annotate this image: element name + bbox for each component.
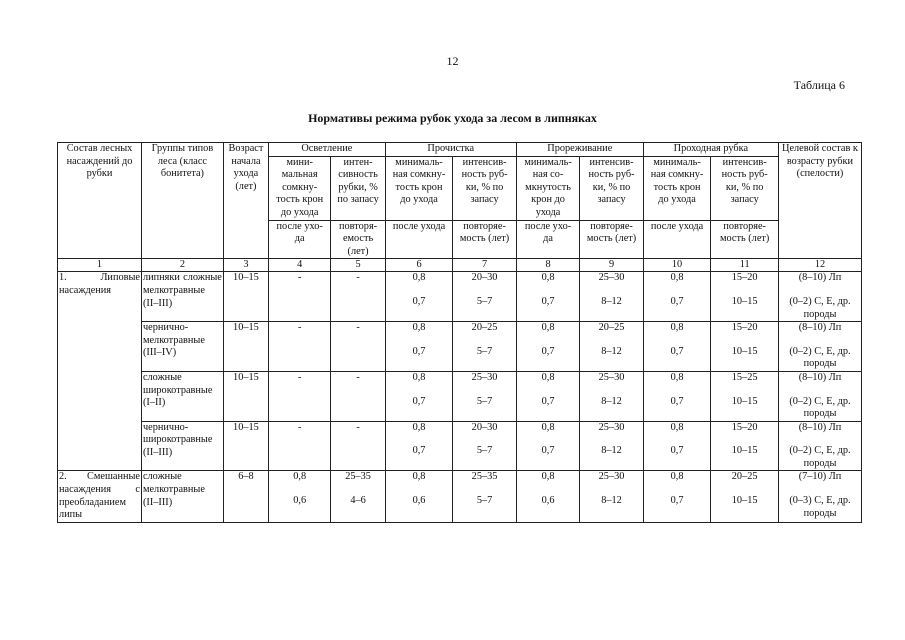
prz-density-cell-value: 0,8	[541, 371, 555, 383]
prh-intensity-cell-value: 15–20	[731, 322, 758, 334]
prz-intensity-cell-value: 25–30	[598, 421, 625, 433]
prz-intensity-cell-value: 8–12	[601, 395, 622, 407]
header-intensity-osv: интен- сивность рубки, % по запасу	[331, 156, 385, 220]
target-composition-cell-value: (0–2) С, Е, др. породы	[789, 445, 851, 469]
prz-density-cell-value: 0,8	[541, 421, 555, 433]
osv-density-cell-value: -	[297, 421, 302, 433]
header-min-density-prh: минималь- ная сомкну- тость крон до ухода	[643, 156, 711, 220]
pro-intensity-cell-value: 5–7	[476, 345, 493, 357]
column-number: 10	[643, 259, 711, 272]
pro-density-cell-value: 0,8	[412, 421, 426, 433]
column-number: 4	[268, 259, 330, 272]
table-row	[58, 371, 862, 421]
forest-type-cell-value: сложные мелкотравные (II–III)	[142, 471, 205, 508]
prz-density-cell	[516, 272, 579, 322]
norms-table	[57, 142, 862, 523]
column-number: 7	[453, 259, 516, 272]
pro-density-cell-value: 0,7	[412, 445, 426, 457]
pro-intensity-cell-value: 5–7	[476, 395, 493, 407]
prz-intensity-cell-value: 8–12	[601, 345, 622, 357]
prh-density-cell-value: 0,7	[670, 295, 684, 307]
prh-density-cell-value: 0,7	[670, 345, 684, 357]
pro-density-cell	[385, 471, 453, 522]
target-composition-cell-value: (8–10) Лп	[798, 421, 842, 433]
osv-intensity-cell-value: -	[356, 272, 360, 284]
prz-intensity-cell-value: 8–12	[601, 495, 622, 507]
prh-density-cell-value: 0,8	[670, 272, 684, 284]
osv-density-cell	[268, 322, 330, 372]
forest-type-cell	[141, 421, 223, 471]
pro-density-cell	[385, 272, 453, 322]
start-age-cell	[223, 272, 268, 322]
prz-intensity-cell-value: 25–30	[598, 371, 625, 383]
start-age-cell-value: 10–15	[233, 371, 259, 383]
prh-intensity-cell	[711, 421, 779, 471]
start-age-cell	[223, 322, 268, 372]
composition-cell-value: 1. Липовые насаждения	[59, 272, 140, 296]
pro-intensity-cell-value: 25–30	[471, 371, 498, 383]
prz-intensity-cell	[580, 421, 643, 471]
prh-intensity-cell-value: 10–15	[731, 295, 758, 307]
prh-intensity-cell-value: 10–15	[731, 445, 758, 457]
prh-density-cell	[643, 421, 711, 471]
prh-density-cell	[643, 471, 711, 522]
prh-density-cell-value: 0,7	[670, 445, 684, 457]
header-repeat-osv: повторя- емость (лет)	[331, 220, 385, 259]
pro-density-cell	[385, 421, 453, 471]
prh-intensity-cell-value: 15–20	[731, 272, 758, 284]
pro-intensity-cell	[453, 421, 516, 471]
column-number: 3	[223, 259, 268, 272]
column-number: 9	[580, 259, 643, 272]
header-min-density-prz: минималь- ная со- мкнутость крон до ухода	[516, 156, 579, 220]
start-age-cell-value: 10–15	[233, 272, 259, 284]
pro-intensity-cell-value: 20–30	[471, 421, 498, 433]
header-prorezhivanie: Прореживание	[516, 143, 643, 157]
start-age-cell-value: 6–8	[238, 471, 254, 483]
prh-density-cell-value: 0,8	[670, 421, 684, 433]
prz-density-cell-value: 0,8	[541, 471, 555, 483]
prz-intensity-cell	[580, 272, 643, 322]
prz-density-cell	[516, 471, 579, 522]
prz-density-cell-value: 0,7	[541, 395, 555, 407]
prz-density-cell-value: 0,7	[541, 295, 555, 307]
prz-intensity-cell-value: 8–12	[601, 445, 622, 457]
prh-intensity-cell-value: 10–15	[731, 345, 758, 357]
forest-type-cell-value: сложные широкотравные (I–II)	[142, 371, 213, 409]
header-intensity-prz: интенсив- ность руб- ки, % по запасу	[580, 156, 643, 220]
osv-intensity-cell	[331, 471, 385, 522]
header-repeat-pro: повторяе- мость (лет)	[453, 220, 516, 259]
pro-density-cell-value: 0,8	[412, 371, 426, 383]
osv-intensity-cell	[331, 322, 385, 372]
column-numbers-row	[58, 259, 862, 272]
osv-intensity-cell-value: -	[356, 371, 360, 383]
forest-type-cell	[141, 371, 223, 421]
column-number: 12	[778, 259, 861, 272]
prz-density-cell	[516, 322, 579, 372]
column-number: 6	[385, 259, 453, 272]
composition-cell	[58, 272, 142, 471]
prh-density-cell-value: 0,7	[670, 395, 684, 407]
header-after-prz: после ухо- да	[516, 220, 579, 259]
prh-density-cell	[643, 322, 711, 372]
start-age-cell	[223, 371, 268, 421]
osv-intensity-cell-value: 25–35	[345, 471, 371, 483]
start-age-cell-value: 10–15	[233, 421, 259, 433]
prz-density-cell-value: 0,6	[541, 495, 555, 507]
prz-intensity-cell-value: 25–30	[598, 471, 625, 483]
prh-density-cell	[643, 272, 711, 322]
prh-density-cell-value: 0,7	[670, 495, 684, 507]
column-number: 11	[711, 259, 779, 272]
prh-density-cell	[643, 371, 711, 421]
header-after-prh: после ухода	[643, 220, 711, 259]
osv-density-cell-value: -	[297, 272, 302, 284]
header-after-osv: после ухо- да	[268, 220, 330, 259]
target-composition-cell-value: (7–10) Лп	[798, 471, 842, 483]
column-number: 5	[331, 259, 385, 272]
table-label: Таблица 6	[793, 78, 845, 92]
forest-type-cell-value: чернично-мелкотравные (III–IV)	[142, 322, 205, 359]
pro-density-cell	[385, 371, 453, 421]
pro-intensity-cell-value: 20–25	[471, 322, 498, 334]
table-title: Нормативы режима рубок ухода за лесом в липняках	[308, 111, 597, 125]
prh-intensity-cell-value: 20–25	[731, 471, 758, 483]
table-row	[58, 471, 862, 522]
target-composition-cell	[778, 322, 861, 372]
column-number: 1	[58, 259, 142, 272]
forest-type-cell	[141, 322, 223, 372]
osv-density-cell	[268, 471, 330, 522]
header-forest-type: Группы типов леса (класс бонитета)	[141, 143, 223, 259]
osv-intensity-cell-value: -	[356, 421, 360, 433]
prh-intensity-cell	[711, 272, 779, 322]
prh-intensity-cell	[711, 371, 779, 421]
prh-intensity-cell-value: 15–20	[731, 421, 758, 433]
pro-intensity-cell	[453, 322, 516, 372]
pro-intensity-cell	[453, 471, 516, 522]
column-number: 2	[141, 259, 223, 272]
pro-density-cell-value: 0,7	[412, 295, 426, 307]
target-composition-cell-value: (0–2) С, Е, др. породы	[789, 395, 851, 420]
target-composition-cell-value: (8–10) Лп	[798, 272, 842, 284]
osv-density-cell-value: 0,6	[293, 495, 307, 507]
pro-density-cell-value: 0,7	[412, 395, 426, 407]
prh-intensity-cell-value: 10–15	[731, 395, 758, 407]
pro-density-cell-value: 0,6	[412, 495, 426, 507]
header-intensity-prh: интенсив- ность руб- ки, % по запасу	[711, 156, 779, 220]
osv-density-cell	[268, 272, 330, 322]
composition-cell-value: 2. Смешанные насаждения с преобладанием липы	[59, 471, 140, 521]
page-number: 12	[446, 54, 459, 68]
target-composition-cell	[778, 272, 861, 322]
pro-intensity-cell-value: 25–35	[471, 471, 498, 483]
target-composition-cell-value: (0–2) С, Е, др. породы	[789, 295, 851, 320]
forest-type-cell	[141, 272, 223, 322]
osv-intensity-cell	[331, 272, 385, 322]
target-composition-cell-value: (0–2) С, Е, др. породы	[789, 345, 851, 370]
prh-intensity-cell-value: 15–25	[731, 371, 758, 383]
forest-type-cell-value: липняки сложные мелкотравные (II–III)	[142, 272, 222, 309]
header-repeat-prh: повторяе- мость (лет)	[711, 220, 779, 259]
composition-cell	[58, 471, 142, 522]
prz-density-cell	[516, 371, 579, 421]
header-intensity-pro: интенсив- ность руб- ки, % по запасу	[453, 156, 516, 220]
prz-intensity-cell	[580, 371, 643, 421]
prz-intensity-cell-value: 20–25	[598, 322, 625, 334]
start-age-cell	[223, 421, 268, 471]
header-repeat-prz: повторяе- мость (лет)	[580, 220, 643, 259]
table-row	[58, 421, 862, 471]
prh-intensity-cell	[711, 322, 779, 372]
pro-density-cell-value: 0,8	[412, 272, 426, 284]
prz-intensity-cell-value: 25–30	[598, 272, 625, 284]
prz-intensity-cell-value: 8–12	[601, 295, 622, 307]
pro-intensity-cell	[453, 371, 516, 421]
osv-density-cell	[268, 371, 330, 421]
target-composition-cell-value: (0–3) С, Е, др. породы	[789, 495, 851, 519]
start-age-cell	[223, 471, 268, 522]
osv-density-cell	[268, 421, 330, 471]
pro-intensity-cell-value: 5–7	[476, 445, 493, 457]
pro-intensity-cell-value: 5–7	[476, 295, 493, 307]
osv-intensity-cell	[331, 371, 385, 421]
target-composition-cell	[778, 471, 861, 522]
pro-intensity-cell-value: 5–7	[476, 495, 493, 507]
pro-density-cell-value: 0,8	[412, 471, 426, 483]
pro-density-cell	[385, 322, 453, 372]
header-min-density-osv: мини- мальная сомкну- тость крон до ухода	[268, 156, 330, 220]
header-prokhodnaya: Проходная рубка	[643, 143, 778, 157]
osv-density-cell-value: 0,8	[293, 471, 307, 483]
prz-density-cell	[516, 421, 579, 471]
target-composition-cell	[778, 421, 861, 471]
header-prochistka: Прочистка	[385, 143, 516, 157]
prz-density-cell-value: 0,7	[541, 345, 555, 357]
target-composition-cell	[778, 371, 861, 421]
target-composition-cell-value: (8–10) Лп	[798, 322, 842, 334]
header-target-composition: Целевой состав к возрасту рубки (спелости)	[778, 143, 861, 259]
prh-intensity-cell	[711, 471, 779, 522]
header-min-density-pro: минималь- ная сомкну- тость крон до ухода	[385, 156, 453, 220]
pro-density-cell-value: 0,7	[412, 345, 426, 357]
column-number: 8	[516, 259, 579, 272]
prz-density-cell-value: 0,8	[541, 272, 555, 284]
header-osvetlenie: Осветление	[268, 143, 385, 157]
osv-intensity-cell-value: -	[356, 322, 360, 334]
prh-density-cell-value: 0,8	[670, 371, 684, 383]
prz-density-cell-value: 0,8	[541, 322, 555, 334]
prz-density-cell-value: 0,7	[541, 445, 555, 457]
prh-density-cell-value: 0,8	[670, 471, 684, 483]
pro-density-cell-value: 0,8	[412, 322, 426, 334]
header-composition: Состав лесных насаждений до рубки	[58, 143, 142, 259]
header-after-pro: после ухода	[385, 220, 453, 259]
osv-density-cell-value: -	[297, 371, 302, 383]
osv-intensity-cell	[331, 421, 385, 471]
start-age-cell-value: 10–15	[233, 322, 259, 334]
prz-intensity-cell	[580, 471, 643, 522]
target-composition-cell-value: (8–10) Лп	[798, 371, 842, 383]
forest-type-cell	[141, 471, 223, 522]
pro-intensity-cell	[453, 272, 516, 322]
osv-intensity-cell-value: 4–6	[350, 495, 366, 507]
prh-density-cell-value: 0,8	[670, 322, 684, 334]
forest-type-cell-value: чернично-широкотравные (II–III)	[142, 421, 213, 458]
header-start-age: Возраст начала ухода (лет)	[223, 143, 268, 259]
table-row	[58, 322, 862, 372]
osv-density-cell-value: -	[297, 322, 302, 334]
table-row	[58, 272, 862, 322]
header-row-groups	[58, 143, 862, 157]
prz-intensity-cell	[580, 322, 643, 372]
pro-intensity-cell-value: 20–30	[471, 272, 498, 284]
prh-intensity-cell-value: 10–15	[731, 495, 758, 507]
